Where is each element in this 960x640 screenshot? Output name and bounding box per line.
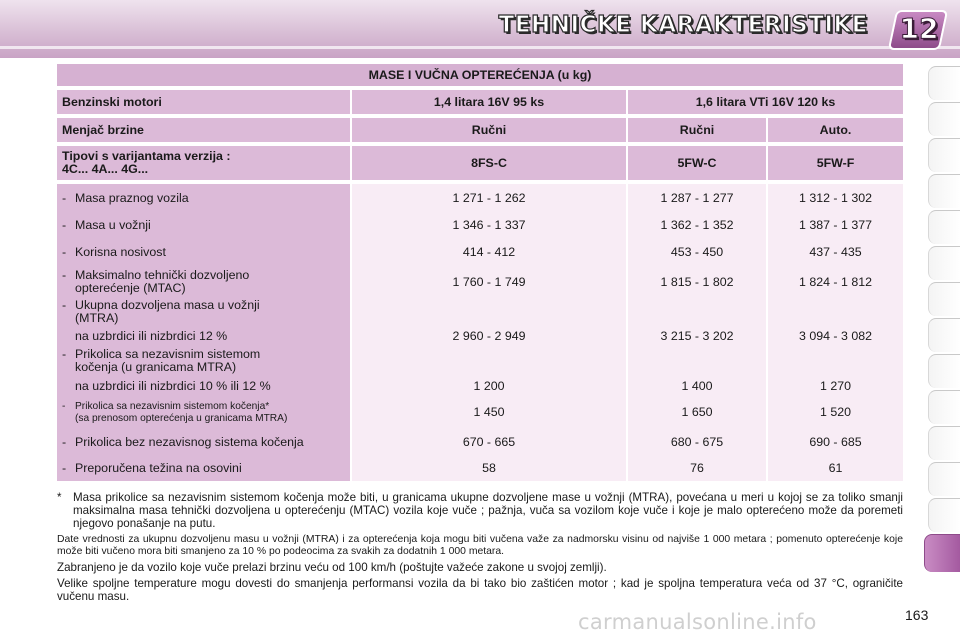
row-label-text: Masa u vožnji [75, 218, 151, 232]
row-label-text: Prikolica bez nezavisnog sistema kočenja [75, 434, 304, 449]
footnote-mark: * [57, 491, 62, 504]
note-speed: Zabranjeno je da vozilo koje vuče prelazi brzinu veću od 100 km/h (poštujte važeće zakone u svojoj zemlji). [57, 560, 607, 574]
row-label [57, 246, 166, 259]
table-row-label [57, 429, 350, 455]
table-cell: 76 [690, 460, 704, 475]
row-label-text: na uzbrdici ili nizbrdici 10 % ili 12 % [75, 378, 271, 393]
gearbox-2: Ručni [628, 118, 768, 142]
engine-1: 1,4 litara 16V 95 ks [352, 90, 628, 114]
table-cell: 1 520 [819, 405, 851, 419]
chapter-tab[interactable] [928, 102, 960, 136]
chapter-tab-active[interactable] [924, 534, 960, 572]
table-cell: 437 - 435 [809, 245, 862, 259]
chapter-tab[interactable] [928, 246, 960, 280]
type-3: 5FW-F [816, 155, 855, 170]
chapter-tab[interactable] [928, 66, 960, 100]
value-column-1 [352, 184, 628, 481]
table-cell: 3 094 - 3 082 [798, 328, 873, 343]
chapter-tab[interactable] [928, 282, 960, 316]
table-cell: 1 824 - 1 812 [798, 274, 873, 289]
type-2: 5FW-C [628, 146, 768, 180]
chapter-number: 12 [899, 12, 939, 45]
row-label-text: Preporučena težina na osovini [75, 460, 242, 475]
table-row-label [57, 346, 350, 376]
table-cell: 58 [482, 460, 496, 475]
chapter-tab[interactable] [928, 138, 960, 172]
row-label [57, 299, 260, 325]
row-label [57, 462, 242, 475]
table-cell [768, 298, 903, 326]
table-cell: 1 362 - 1 352 [660, 218, 734, 232]
table-cell: 1 312 - 1 302 [798, 190, 873, 205]
table-cell: 1 400 [681, 378, 713, 393]
gearbox-row [57, 118, 903, 142]
table-cell [352, 346, 626, 376]
row-label-text: Korisna nosivost [75, 245, 166, 259]
note-temperature: Velike spoljne temperature mogu dovesti do smanjenja performansi vozila da bi tako bio zaštićen motor ; kad je spoljna temperatura veća od 37 °C, ograničite vučenu masu. [57, 577, 903, 604]
row-label-text: Ukupna dozvoljena masa u vožnji (MTRA) [75, 298, 260, 325]
chapter-tab[interactable] [928, 498, 960, 532]
table-cell [352, 298, 626, 326]
row-label [57, 269, 249, 295]
note-altitude: Date vrednosti za ukupnu dozvoljenu masu u vožnji (MTRA) i za opterećenja koja mogu biti vučena važe za nadmorsku visinu od najviše 1 000 metara ; pomenuto opterećenje koje može biti vučeno mora biti smanjeno za 10 % po podeocima za svakih za dodatnih 1 000 metara. [57, 534, 903, 557]
table-title: MASE I VUČNA OPTEREĆENJA (u kg) [57, 64, 903, 86]
types-row [57, 146, 903, 180]
row-dash: - [62, 245, 67, 259]
row-label [57, 219, 151, 232]
gearbox-row-label: Menjač brzine [57, 118, 352, 142]
engine-row [57, 90, 903, 114]
chapter-tabs [928, 66, 960, 626]
value-column-3 [768, 184, 903, 481]
row-dash: - [62, 400, 66, 412]
gearbox-1: Ručni [352, 118, 628, 142]
footnote-star [57, 492, 903, 530]
types-row-label [57, 146, 352, 180]
type-1: 8FS-C [352, 146, 628, 180]
table-row-label [57, 266, 350, 298]
chapter-tab[interactable] [928, 390, 960, 424]
table-cell [628, 346, 766, 376]
table-row-label [57, 326, 350, 346]
table-cell: 1 200 [473, 378, 505, 393]
label-column [57, 184, 352, 481]
chapter-tab[interactable] [928, 426, 960, 460]
row-label [57, 380, 271, 393]
table-cell: 1 271 - 1 262 [452, 190, 526, 205]
table-cell: 1 387 - 1 377 [798, 218, 873, 232]
gearbox-3: Auto. [819, 122, 852, 137]
table-row-label [57, 298, 350, 326]
row-label-text: Prikolica sa nezavisnim sistemom kočenja (u granicama MTRA) [75, 347, 261, 374]
row-dash: - [62, 298, 67, 312]
page-number: 163 [905, 607, 929, 623]
row-dash: - [62, 460, 67, 475]
table-cell: 414 - 412 [462, 245, 516, 259]
table-cell: 670 - 665 [462, 434, 516, 449]
table-row-label [57, 184, 350, 212]
table-cell: 3 215 - 3 202 [660, 328, 734, 343]
row-dash: - [62, 434, 67, 449]
engine-2: 1,6 litara VTi 16V 120 ks [695, 94, 836, 109]
row-label [57, 401, 287, 425]
row-label [57, 192, 189, 205]
engine-row-label: Benzinski motori [57, 90, 352, 114]
table-cell: 1 450 [473, 405, 505, 419]
row-dash: - [62, 190, 67, 205]
value-column-2 [628, 184, 768, 481]
row-dash: - [62, 268, 67, 282]
row-label-text: Masa praznog vozila [75, 190, 189, 205]
table-body [57, 184, 903, 481]
table-row-label [57, 455, 350, 481]
types-label-line2: 4C... 4A... 4G... [62, 162, 149, 176]
row-label [57, 330, 227, 343]
table-cell: 61 [828, 460, 843, 475]
chapter-tab[interactable] [928, 210, 960, 244]
page-title: TEHNIČKE KARAKTERISTIKE [498, 12, 868, 38]
table-cell: 1 287 - 1 277 [660, 190, 734, 205]
table-cell: 1 815 - 1 802 [660, 274, 734, 289]
row-label [57, 436, 304, 449]
table-cell: 2 960 - 2 949 [452, 328, 526, 343]
table-row-label [57, 212, 350, 239]
table-cell: 1 760 - 1 749 [452, 274, 526, 289]
row-label [57, 348, 260, 374]
table-cell: 1 650 [681, 405, 713, 419]
table-row-label [57, 396, 350, 429]
table-row-label [57, 376, 350, 396]
row-dash: - [62, 347, 67, 361]
table-row-label [57, 239, 350, 266]
row-dash: - [62, 218, 67, 232]
row-label-text: Prikolica sa nezavisnim sistemom kočenja* (sa prenosom opterećenja u granicama MTRA) [75, 400, 288, 424]
chapter-tab[interactable] [928, 318, 960, 352]
row-label-text: na uzbrdici ili nizbrdici 12 % [75, 328, 228, 343]
chapter-tab[interactable] [928, 354, 960, 388]
types-label-line1: Tipovi s varijantama verzija : [62, 149, 231, 163]
header-strip [0, 46, 960, 49]
chapter-tab[interactable] [928, 462, 960, 496]
table-cell [768, 346, 903, 376]
notes [57, 492, 903, 608]
table-cell: 1 270 [819, 378, 851, 393]
table-cell: 1 346 - 1 337 [452, 218, 526, 232]
row-label-text: Maksimalno tehnički dozvoljeno opterećenje (MTAC) [75, 268, 250, 295]
table-cell: 690 - 685 [809, 434, 862, 449]
table-cell: 453 - 450 [670, 245, 724, 259]
watermark: carmanualsonline.info [578, 610, 817, 634]
table-cell [628, 298, 766, 326]
table-cell: 680 - 675 [670, 434, 724, 449]
footnote-text: Masa prikolice sa nezavisnim sistemom kočenja može biti, u granicama ukupne dozvoljene mase u vožnji (MTRA), povećana u meri u kojoj se za toliko smanji maksimalna masa tehnički dozvoljena u opterećenju (MTAC) vozila koje vuče ; pažnja, vuča sa vozilom koje vuče i koje je malo opterećeno može da poremeti njegovo ponašanje na putu. [73, 491, 903, 530]
mass-table [57, 64, 903, 481]
chapter-tab[interactable] [928, 174, 960, 208]
